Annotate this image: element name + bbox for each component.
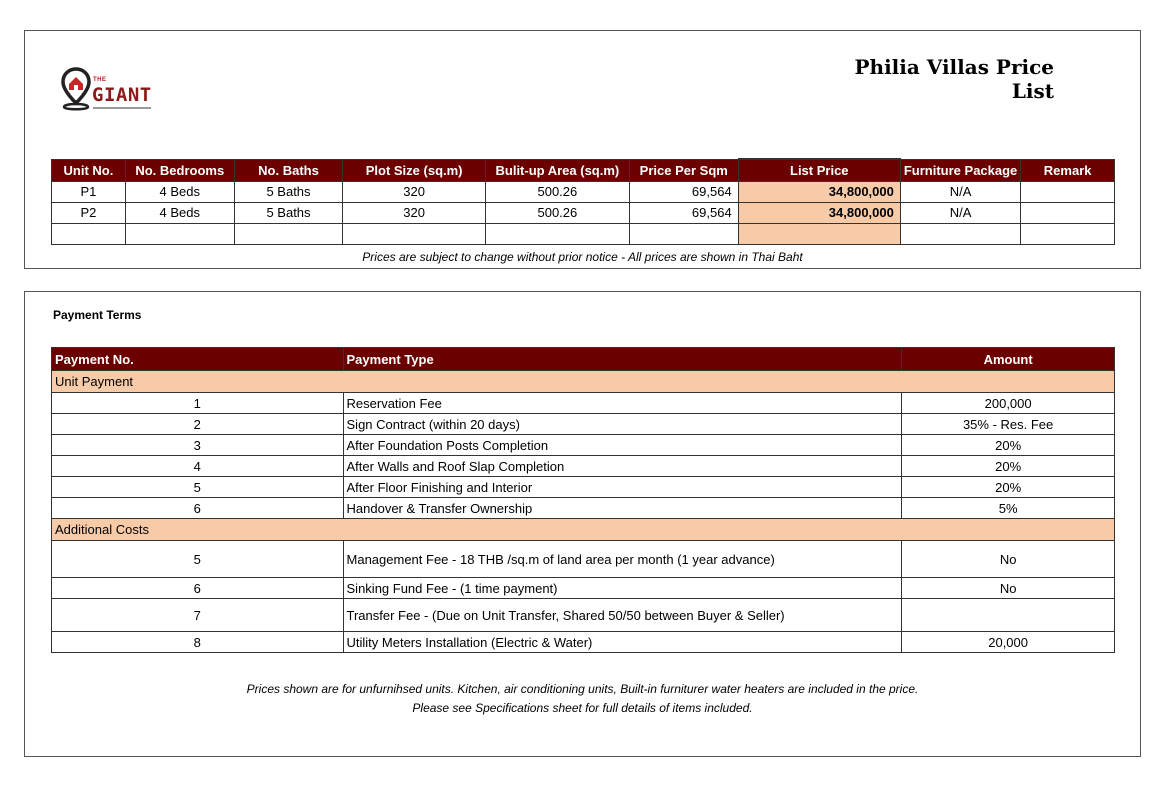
cell-empty [485,223,629,244]
cell-payment-type: After Floor Finishing and Interior [343,477,902,498]
cell-empty [738,223,900,244]
cell-furniture-package: N/A [900,202,1020,223]
logo-small-text: THE [93,77,107,83]
cell-plot-size: 320 [343,181,486,202]
cell-amount: 35% - Res. Fee [902,414,1115,435]
group-label: Unit Payment [52,371,1115,393]
inclusions-note [25,680,1140,718]
cell-amount: No [902,541,1115,578]
price-list-panel [24,30,1141,269]
table-row [52,578,1115,599]
table-row [52,414,1115,435]
location-pin-icon [61,67,91,111]
cell-empty [1021,223,1115,244]
header-amount: Amount [902,348,1115,371]
cell-empty [343,223,486,244]
cell-payment-no: 5 [52,541,344,578]
cell-amount: 20% [902,435,1115,456]
cell-payment-no: 7 [52,599,344,632]
cell-payment-type: Handover & Transfer Ownership [343,498,902,519]
table-row [52,202,1115,223]
header-payment-type: Payment Type [343,348,902,371]
cell-price-per-sqm: 69,564 [629,181,738,202]
cell-payment-no: 3 [52,435,344,456]
cell-payment-type: Transfer Fee - (Due on Unit Transfer, Shared 50/50 between Buyer & Seller) [343,599,902,632]
price-table-header-row [52,159,1115,181]
cell-empty [900,223,1020,244]
group-label: Additional Costs [52,519,1115,541]
cell-remark [1021,181,1115,202]
table-row-empty [52,223,1115,244]
cell-payment-type: Sinking Fund Fee - (1 time payment) [343,578,902,599]
cell-payment-no: 1 [52,393,344,414]
header-unit-no: Unit No. [52,159,126,181]
table-row [52,599,1115,632]
header-list-price: List Price [738,159,900,181]
table-row [52,632,1115,653]
price-disclaimer: Prices are subject to change without prior notice - All prices are shown in Thai Baht [362,250,803,264]
header-payment-no: Payment No. [52,348,344,371]
cell-payment-no: 5 [52,477,344,498]
cell-furniture-package: N/A [900,181,1020,202]
cell-empty [234,223,343,244]
cell-payment-no: 8 [52,632,344,653]
cell-baths: 5 Baths [234,181,343,202]
cell-empty [629,223,738,244]
table-row [52,498,1115,519]
cell-amount: No [902,578,1115,599]
header-price-per-sqm: Price Per Sqm [629,159,738,181]
cell-builtup-area: 500.26 [485,181,629,202]
cell-amount: 200,000 [902,393,1115,414]
cell-amount [902,599,1115,632]
cell-payment-type: After Foundation Posts Completion [343,435,902,456]
price-table [51,158,1115,245]
cell-baths: 5 Baths [234,202,343,223]
payment-terms-table [51,347,1115,653]
section-title: Payment Terms [53,308,142,322]
payment-terms-panel [24,291,1141,757]
table-row [52,435,1115,456]
cell-amount: 20,000 [902,632,1115,653]
cell-list-price: 34,800,000 [738,202,900,223]
cell-amount: 20% [902,456,1115,477]
cell-remark [1021,202,1115,223]
company-logo [61,67,171,117]
logo-brand-text: GIANT [92,84,152,106]
cell-payment-type: Utility Meters Installation (Electric & Water) [343,632,902,653]
inclusions-note-line-1: Prices shown are for unfurnihsed units. Kitchen, air conditioning units, Built-in furniturer water heaters are included in the price. [246,682,919,696]
group-row-additional-costs [52,519,1115,541]
cell-payment-type: Management Fee - 18 THB /sq.m of land area per month (1 year advance) [343,541,902,578]
cell-empty [52,223,126,244]
header-remark: Remark [1021,159,1115,181]
cell-builtup-area: 500.26 [485,202,629,223]
header-furniture-package: Furniture Package [900,159,1020,181]
logo-underline [93,107,151,109]
cell-bedrooms: 4 Beds [125,181,234,202]
cell-payment-no: 6 [52,578,344,599]
cell-payment-no: 4 [52,456,344,477]
payment-header-row [52,348,1115,371]
table-row [52,541,1115,578]
cell-payment-type: Reservation Fee [343,393,902,414]
header-bedrooms: No. Bedrooms [125,159,234,181]
cell-unit-no: P2 [52,202,126,223]
cell-amount: 20% [902,477,1115,498]
header-builtup-area: Bulit-up Area (sq.m) [485,159,629,181]
table-row [52,477,1115,498]
cell-payment-no: 6 [52,498,344,519]
table-row [52,456,1115,477]
cell-payment-type: After Walls and Roof Slap Completion [343,456,902,477]
page-title: Philia Villas Price List [854,55,1054,103]
cell-amount: 5% [902,498,1115,519]
group-row-unit-payment [52,371,1115,393]
inclusions-note-line-2: Please see Specifications sheet for full details of items included. [412,701,753,715]
cell-payment-no: 2 [52,414,344,435]
cell-bedrooms: 4 Beds [125,202,234,223]
cell-payment-type: Sign Contract (within 20 days) [343,414,902,435]
cell-list-price: 34,800,000 [738,181,900,202]
table-row [52,181,1115,202]
header-baths: No. Baths [234,159,343,181]
cell-plot-size: 320 [343,202,486,223]
cell-price-per-sqm: 69,564 [629,202,738,223]
cell-unit-no: P1 [52,181,126,202]
header-plot-size: Plot Size (sq.m) [343,159,486,181]
cell-empty [125,223,234,244]
table-row [52,393,1115,414]
